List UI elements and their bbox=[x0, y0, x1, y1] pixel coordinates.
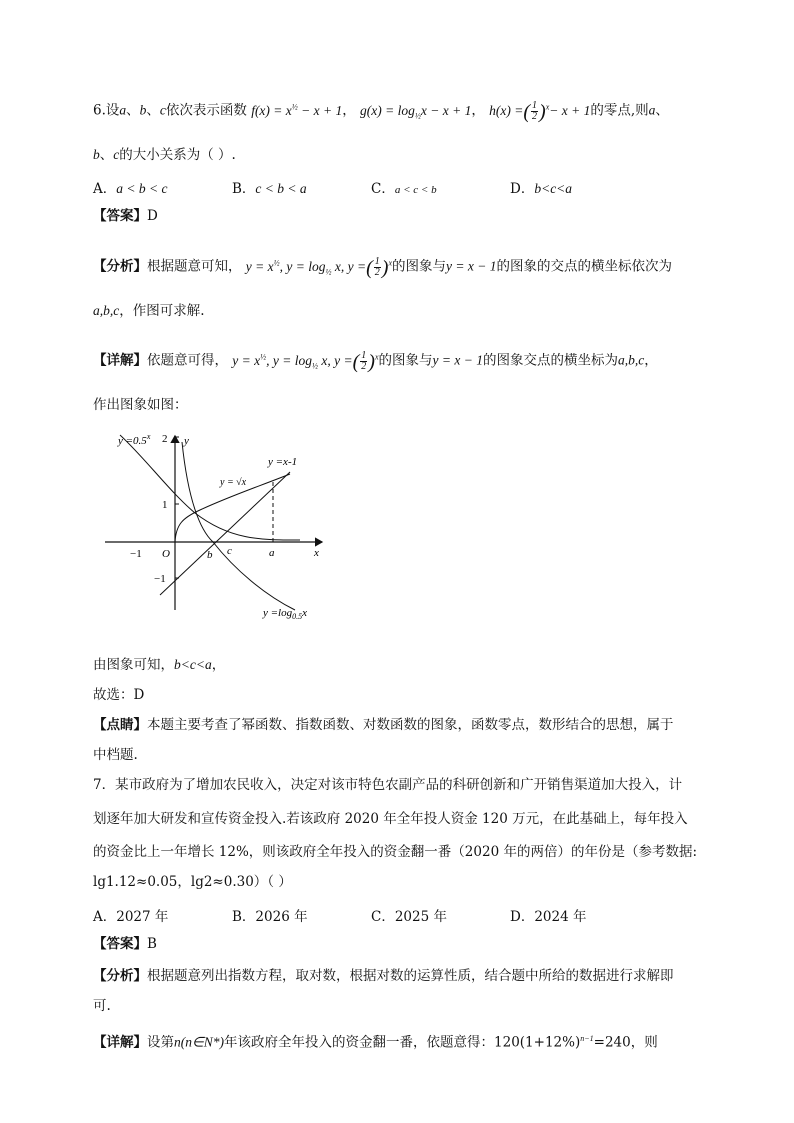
var-a: a bbox=[119, 102, 127, 118]
q7-option-b[interactable] bbox=[232, 905, 308, 925]
detail-tag: 【详解】 bbox=[93, 1034, 147, 1051]
sep: 、 bbox=[655, 102, 669, 119]
var-a: a bbox=[648, 102, 656, 118]
f-exp: ½ bbox=[291, 102, 298, 111]
q7-text: 的资金比上一年增长 12%，则该政府全年投入的资金翻一番（2020 年的两倍）的年份是（参考数据: bbox=[93, 844, 697, 860]
fn-y1-exp: ½ bbox=[260, 352, 267, 361]
label-log: $y =\log_{0.5}x$ bbox=[263, 607, 308, 621]
var-b: b bbox=[93, 147, 100, 162]
option-text: 2026 年 bbox=[255, 909, 308, 925]
q6-prefix: 6.设 bbox=[93, 102, 120, 119]
conclusion-text: 由图象可知， bbox=[93, 657, 174, 673]
answer-value: B bbox=[147, 936, 157, 952]
q7-option-c[interactable] bbox=[371, 905, 447, 925]
option-key: C． bbox=[371, 909, 395, 925]
g-base: ½ bbox=[414, 111, 421, 121]
funcs-group: $y = x^{\frac{1}{2}}$, $y = \log_{\frac{1}{2}} x$, y =( $\frac{1}{2}$ )$^x$ bbox=[232, 349, 379, 373]
fn-y2-base: ½ bbox=[325, 267, 332, 277]
q7-text: lg1.12≈0.05，lg2≈0.30）（ ） bbox=[93, 874, 292, 890]
q7-option-a[interactable] bbox=[93, 905, 168, 925]
q7-analysis-line2 bbox=[93, 997, 111, 1015]
q6-choose bbox=[93, 686, 144, 704]
tick-minus1-x: −1 bbox=[130, 548, 142, 560]
q7-answer bbox=[93, 935, 157, 953]
q6-option-c[interactable] bbox=[371, 177, 437, 197]
f-lhs: f(x) = x bbox=[251, 102, 292, 118]
option-text: 2025 年 bbox=[394, 909, 447, 925]
var-b: b bbox=[139, 102, 147, 118]
label-sqrt: y = √x bbox=[220, 477, 247, 488]
detail-text: =240，则 bbox=[593, 1034, 658, 1051]
q7-text: 7．某市政府为了增加农民收入，决定对该市特色农副产品的科研创新和广开销售渠道加大投入，计 bbox=[93, 777, 683, 793]
q7-analysis-line1 bbox=[93, 967, 674, 985]
frac-num: 1 bbox=[361, 349, 367, 361]
q6-answer bbox=[93, 207, 158, 225]
fn-y2: , y = log bbox=[266, 352, 312, 368]
option-text: c < b < a bbox=[255, 181, 307, 196]
fn-y1: y = x bbox=[232, 352, 261, 368]
analysis-text: 的图象与 bbox=[392, 258, 446, 275]
tick-1: 1 bbox=[162, 499, 168, 511]
q6-stem-end: 的零点,则 bbox=[590, 102, 649, 119]
g-lhs: g(x) = log bbox=[360, 102, 415, 118]
q7-stem-line3 bbox=[93, 843, 697, 861]
detail-text: ， bbox=[644, 352, 658, 369]
analysis-text: 可. bbox=[93, 998, 111, 1014]
option-text: a < c < b bbox=[394, 184, 437, 196]
option-text: b<c<a bbox=[534, 181, 573, 196]
line-func: y = x − 1 bbox=[432, 352, 483, 368]
conclusion-text: ， bbox=[211, 657, 226, 673]
q6-stem-line1 bbox=[93, 98, 669, 125]
point-b: b bbox=[207, 549, 213, 561]
analysis-text: ，作图可求解. bbox=[119, 303, 205, 319]
h-exp: x bbox=[545, 102, 550, 111]
answer-tag: 【答案】 bbox=[93, 208, 147, 224]
label-exp: $y =0.5^x$ bbox=[118, 432, 151, 447]
q7-option-d[interactable] bbox=[510, 905, 586, 925]
q6-option-a[interactable] bbox=[93, 177, 167, 197]
func-f bbox=[251, 103, 342, 118]
choose-text: 故选：D bbox=[93, 687, 145, 703]
comment-text: 中档题. bbox=[93, 747, 138, 763]
h-num: 1 bbox=[532, 99, 538, 111]
line-func: y = x − 1 bbox=[446, 258, 497, 274]
q6-option-b[interactable] bbox=[232, 177, 307, 197]
function-graph bbox=[100, 430, 340, 630]
q6-detail-line2 bbox=[93, 396, 188, 414]
point-a: a bbox=[269, 547, 275, 559]
q7-stem-line1 bbox=[93, 776, 682, 794]
abc: a,b,c bbox=[617, 352, 645, 368]
detail-tag: 【详解】 bbox=[93, 352, 147, 369]
q6-option-d[interactable] bbox=[510, 177, 572, 197]
detail-text: 依题意可得， bbox=[147, 352, 228, 369]
detail-text: 作出图象如图： bbox=[93, 397, 188, 413]
fn-y3-exp: x bbox=[374, 352, 379, 361]
q6-stem-line2 bbox=[93, 146, 236, 164]
frac-den: 2 bbox=[374, 266, 380, 278]
q6-stem-mid: 依次表示函数 bbox=[165, 102, 247, 119]
point-c: c bbox=[227, 545, 232, 557]
line-curve bbox=[160, 472, 290, 595]
analysis-text: 的图象的交点的横坐标依次为 bbox=[496, 258, 672, 275]
q6-comment-line1 bbox=[93, 716, 674, 734]
func-g bbox=[360, 102, 472, 121]
abc: a,b,c bbox=[93, 303, 120, 318]
func-h: h(x) =( $\frac{1}{2}$ )$^x$− x + 1 bbox=[489, 99, 591, 123]
comment-tag: 【点睛】 bbox=[93, 717, 147, 733]
option-key: D． bbox=[510, 909, 535, 925]
option-key: A． bbox=[93, 909, 117, 925]
label-y: y bbox=[184, 435, 189, 447]
answer-tag: 【答案】 bbox=[93, 936, 147, 952]
q6-conclusion bbox=[93, 656, 225, 674]
option-key: A． bbox=[93, 181, 117, 197]
analysis-text: 根据题意可知， bbox=[147, 258, 242, 275]
q7-stem-line4 bbox=[93, 873, 292, 891]
sep: 、 bbox=[126, 102, 140, 119]
analysis-tag: 【分析】 bbox=[93, 968, 147, 984]
sep: 、 bbox=[146, 102, 160, 119]
option-key: B． bbox=[232, 909, 256, 925]
option-text: 2027 年 bbox=[116, 909, 169, 925]
g-rest: x − x + 1 bbox=[420, 102, 472, 118]
detail-text: 设第 bbox=[147, 1034, 174, 1051]
tick-2: 2 bbox=[162, 433, 168, 445]
option-key: B． bbox=[232, 181, 256, 197]
detail-text: 的图象交点的横坐标为 bbox=[482, 352, 618, 369]
detail-text: 的图象与 bbox=[378, 352, 433, 369]
h-lhs: h(x) = bbox=[489, 102, 524, 118]
var-c: c bbox=[113, 147, 120, 162]
fn-y2: , y = log bbox=[279, 258, 326, 274]
detail-text: 年该政府全年投入的资金翻一番，依题意得：120(1+12%) bbox=[224, 1034, 581, 1051]
comma: ， bbox=[342, 102, 356, 119]
fn-y1: y = x bbox=[245, 258, 274, 274]
answer-value: D bbox=[147, 208, 158, 224]
option-text: 2024 年 bbox=[534, 909, 587, 925]
comma: ， bbox=[471, 102, 485, 119]
conclusion-relation: b<c<a bbox=[174, 657, 212, 672]
frac-den: 2 bbox=[361, 360, 367, 372]
q7-stem-line2 bbox=[93, 810, 688, 828]
fn-y2-base: ½ bbox=[312, 361, 318, 371]
q6-detail-line1 bbox=[93, 348, 658, 375]
tick-minus1-y: −1 bbox=[154, 573, 166, 585]
var-c: c bbox=[159, 102, 166, 118]
analysis-tag: 【分析】 bbox=[93, 258, 147, 275]
fn-y2-rest: x, y = bbox=[318, 352, 353, 368]
q7-text: 划逐年加大研发和宣传资金投入.若该政府 2020 年全年投人资金 120 万元，在此基础上，每年投入 bbox=[93, 811, 688, 827]
label-x: x bbox=[314, 547, 319, 559]
label-line: y =x-1 bbox=[268, 456, 298, 468]
fn-y1-exp: ½ bbox=[273, 258, 280, 267]
funcs-group: $y = x^{\frac{1}{2}}$, $y = \log_{\frac{1}{2}} x$, y =( $\frac{1}{2}$ )$^x$ bbox=[245, 255, 392, 279]
fn-y3-exp: x bbox=[388, 258, 392, 267]
q6-comment-line2 bbox=[93, 746, 138, 764]
fn-y2-rest: x, y = bbox=[331, 258, 367, 274]
f-rest: − x + 1 bbox=[301, 102, 343, 118]
option-key: D． bbox=[510, 181, 535, 197]
q6-analysis-line1 bbox=[93, 254, 672, 281]
h-den: 2 bbox=[532, 110, 538, 122]
comment-text: 本题主要考查了幂函数、指数函数、对数函数的图象，函数零点，数形结合的思想，属于 bbox=[147, 717, 674, 733]
option-key: C． bbox=[371, 181, 395, 197]
analysis-text: 根据题意列出指数方程，取对数，根据对数的运算性质，结合题中所给的数据进行求解即 bbox=[147, 968, 674, 984]
q6-analysis-line2 bbox=[93, 302, 205, 320]
frac-num: 1 bbox=[374, 255, 380, 267]
option-text: a < b < c bbox=[116, 181, 168, 196]
q7-detail-line1 bbox=[93, 1030, 658, 1052]
detail-exp: n−1 bbox=[580, 1034, 594, 1043]
sep: 、 bbox=[99, 147, 114, 163]
q6-line2: 的大小关系为（ ）. bbox=[119, 147, 236, 163]
origin: O bbox=[162, 548, 170, 560]
h-rest: − x + 1 bbox=[549, 102, 591, 118]
detail-var: n(n∈N*) bbox=[174, 1034, 225, 1050]
